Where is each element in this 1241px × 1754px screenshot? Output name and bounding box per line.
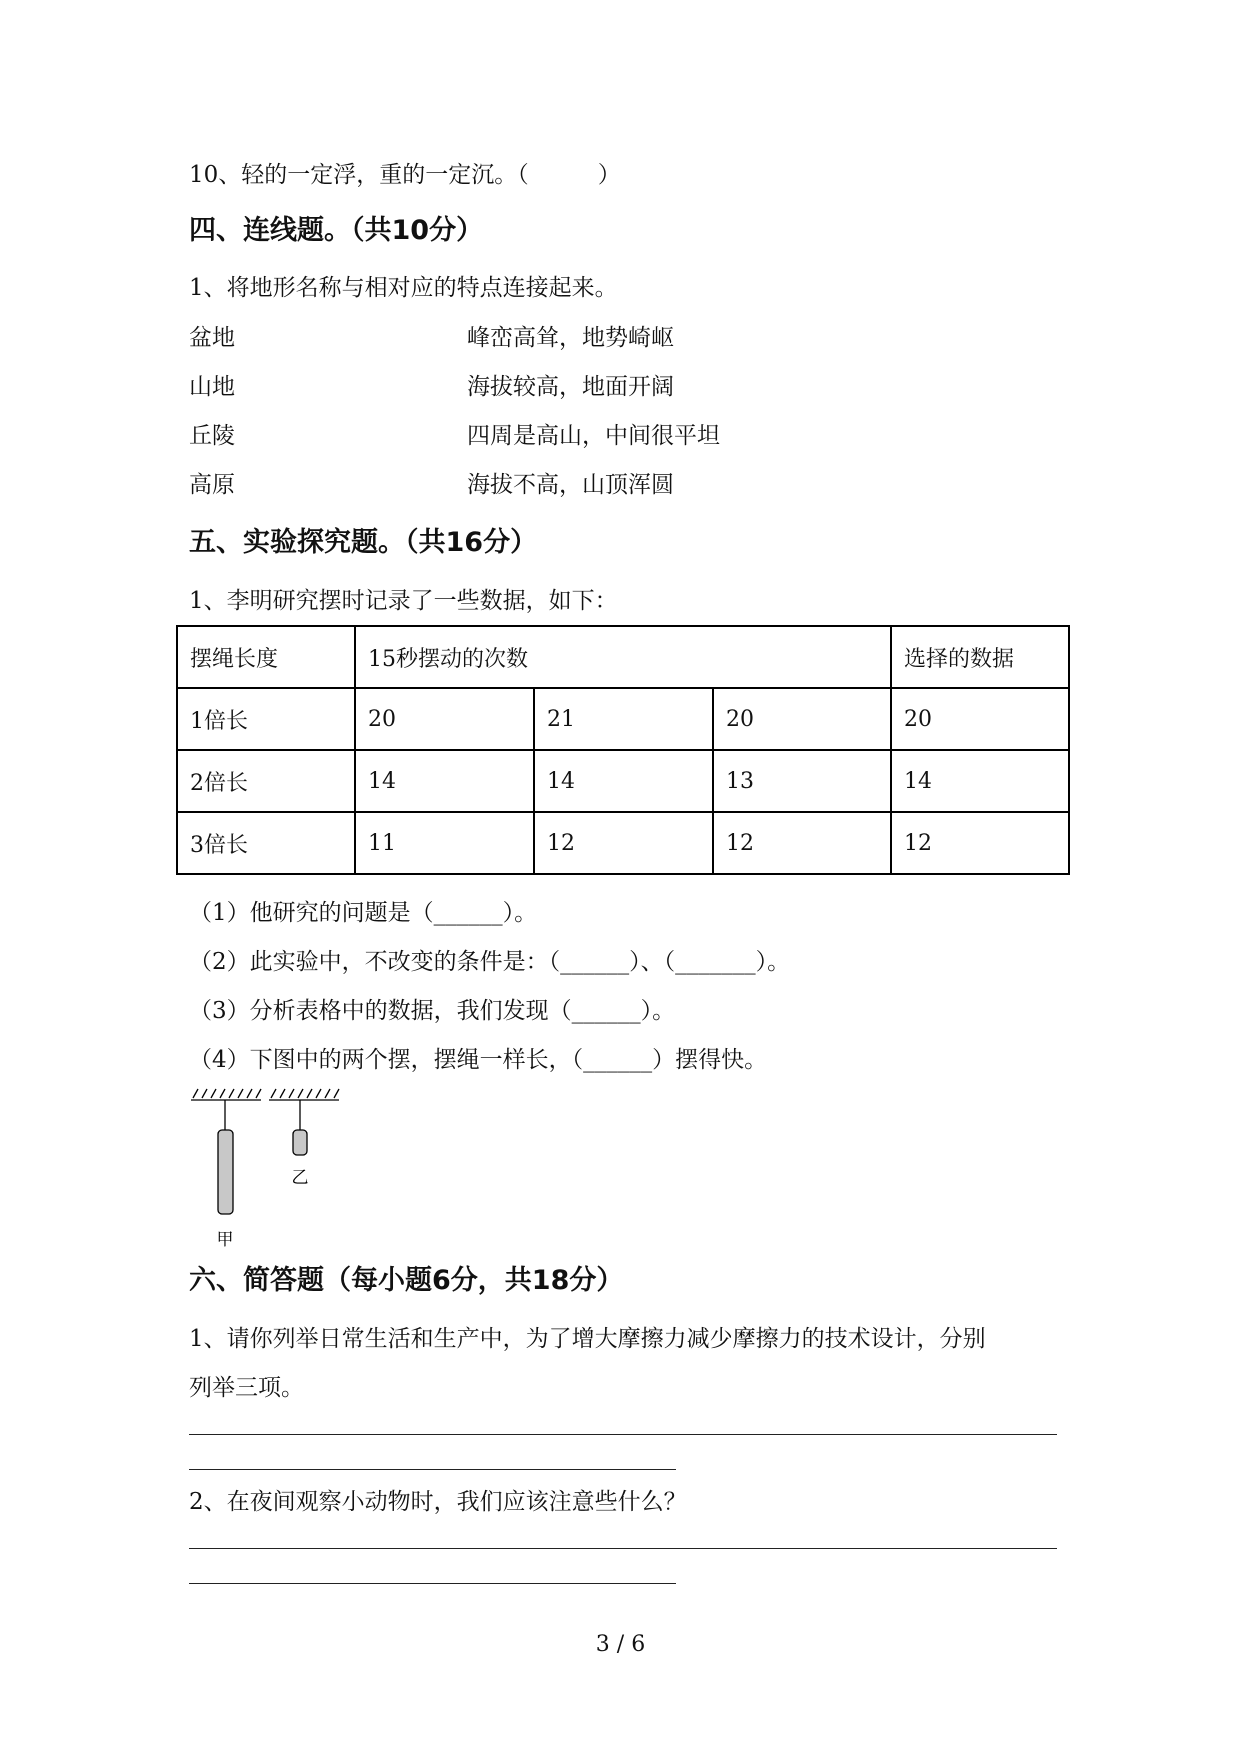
section-6-question-1: 1、请你列举日常生活和生产中，为了增大摩擦力减少摩擦力的技术设计，分别 bbox=[189, 1326, 986, 1352]
table-row bbox=[177, 688, 1069, 750]
answer-line bbox=[189, 1548, 1057, 1549]
table-row bbox=[177, 812, 1069, 874]
section-4-title: 四、连线题。（共10分） bbox=[189, 215, 484, 246]
section-5-question-1: 1、李明研究摆时记录了一些数据，如下： bbox=[189, 588, 618, 614]
table-cell: 20 bbox=[355, 688, 534, 750]
table-cell: 11 bbox=[355, 812, 534, 874]
table-cell: 14 bbox=[891, 750, 1069, 812]
pendulum-jia-label: 甲 bbox=[216, 1230, 234, 1250]
terrain-feature: 海拔不高，山顶浑圆 bbox=[467, 472, 674, 498]
terrain-feature: 海拔较高，地面开阔 bbox=[467, 374, 674, 400]
terrain-feature: 峰峦高耸，地势崎岖 bbox=[467, 325, 674, 351]
table-row bbox=[177, 750, 1069, 812]
section-4-question-1: 1、将地形名称与相对应的特点连接起来。 bbox=[189, 275, 618, 301]
table-cell: 21 bbox=[534, 688, 713, 750]
table-cell: 12 bbox=[713, 812, 891, 874]
section-5-title: 五、实验探究题。（共16分） bbox=[189, 527, 538, 558]
sub-question-2: （2）此实验中，不改变的条件是：（______）、（_______）。 bbox=[189, 949, 791, 975]
section-6-question-1-cont: 列举三项。 bbox=[189, 1375, 304, 1401]
ceiling-hatch bbox=[191, 1089, 339, 1100]
table-cell: 1倍长 bbox=[177, 688, 355, 750]
answer-line bbox=[189, 1434, 1057, 1435]
terrain-feature: 四周是高山，中间很平坦 bbox=[467, 423, 720, 449]
table-header-cell: 摆绳长度 bbox=[177, 626, 355, 688]
pendulum-jia-bob bbox=[218, 1130, 233, 1214]
table-cell: 20 bbox=[713, 688, 891, 750]
table-cell: 12 bbox=[891, 812, 1069, 874]
terrain-name: 高原 bbox=[189, 472, 235, 498]
answer-line bbox=[189, 1469, 676, 1470]
table-cell: 14 bbox=[534, 750, 713, 812]
table-header-cell: 15秒摆动的次数 bbox=[355, 626, 891, 688]
pendulum-yi-bob bbox=[293, 1130, 307, 1155]
pendulum-yi-label: 乙 bbox=[291, 1168, 309, 1188]
table-cell: 20 bbox=[891, 688, 1069, 750]
pendulum-data-table bbox=[176, 625, 1070, 875]
table-header-row bbox=[177, 626, 1069, 688]
table-cell: 3倍长 bbox=[177, 812, 355, 874]
table-cell: 12 bbox=[534, 812, 713, 874]
table-cell: 14 bbox=[355, 750, 534, 812]
section-6-question-2: 2、在夜间观察小动物时，我们应该注意些什么？ bbox=[189, 1489, 687, 1515]
table-cell: 2倍长 bbox=[177, 750, 355, 812]
answer-line bbox=[189, 1583, 676, 1584]
sub-question-1: （1）他研究的问题是（______）。 bbox=[189, 900, 538, 926]
pendulum-diagram bbox=[189, 1082, 349, 1252]
table-header-cell: 选择的数据 bbox=[891, 626, 1069, 688]
terrain-name: 山地 bbox=[189, 374, 235, 400]
sub-question-3: （3）分析表格中的数据，我们发现（______）。 bbox=[189, 998, 676, 1024]
section-6-title: 六、简答题（每小题6分，共18分） bbox=[189, 1265, 624, 1296]
sub-question-4: （4）下图中的两个摆，摆绳一样长，（______）摆得快。 bbox=[189, 1047, 768, 1073]
question-10: 10、轻的一定浮，重的一定沉。（ ） bbox=[189, 162, 621, 188]
terrain-name: 盆地 bbox=[189, 325, 235, 351]
table-cell: 13 bbox=[713, 750, 891, 812]
page-number: 3 / 6 bbox=[595, 1632, 646, 1657]
terrain-name: 丘陵 bbox=[189, 423, 235, 449]
